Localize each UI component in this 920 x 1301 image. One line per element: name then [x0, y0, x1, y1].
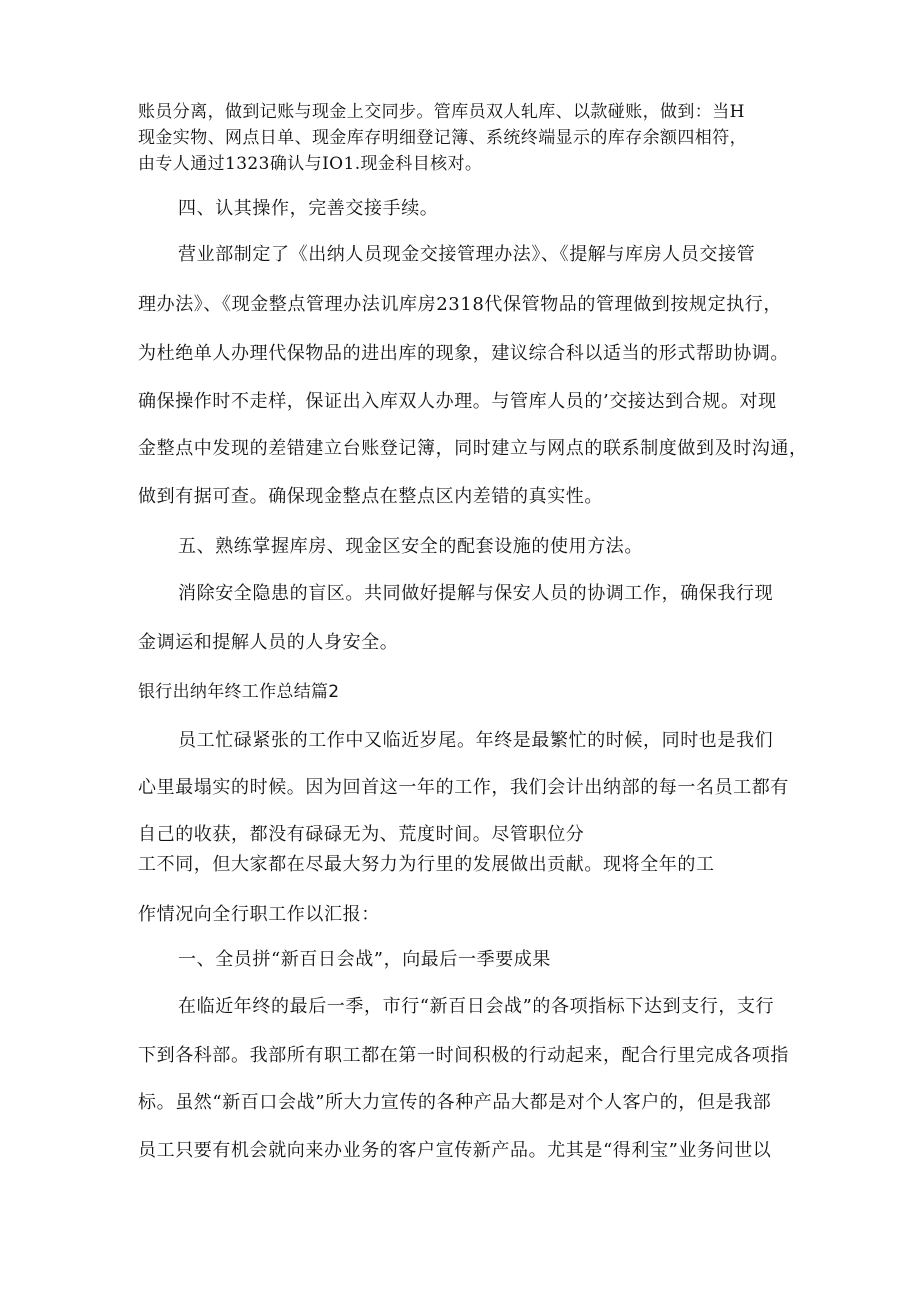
paragraph-line: 为杜绝单人办理代保物品的进出库的现象，建议综合科以适当的形式帮助协调。 — [138, 343, 789, 364]
paragraph-line: 营业部制定了《出纳人员现金交接管理办法》、《提解与库房人员交接管 — [178, 244, 756, 265]
paragraph-line: 在临近年终的最后一季，市行“新百日会战”的各项指标下达到支行，支行 — [178, 996, 775, 1017]
paragraph-line: 现金实物、网点日单、现金库存明细登记簿、系统终端显示的库存余额四相符， — [138, 128, 747, 148]
paragraph-line: 理办法》、《现金整点管理办法讥库房2318代保管物品的管理做到按规定执行， — [138, 294, 783, 315]
paragraph-line: 由专人通过1323确认与IO1.现金科目核对。 — [138, 154, 483, 174]
paragraph-line: 员工只要有机会就向来办业务的客户宣传新产品。尤其是“得利宝”业务问世以 — [138, 1140, 772, 1161]
paragraph-line: 账员分离，做到记账与现金上交同步。管库员双人轧库、以款碰账，做到：当H — [138, 102, 745, 122]
paragraph-line: 作情况向全行职工作以汇报： — [138, 904, 380, 925]
section-heading: 四、认其操作，完善交接手续。 — [178, 198, 439, 219]
paragraph-line: 员工忙碌紧张的工作中又临近岁尾。年终是最繁忙的时候，同时也是我们 — [178, 730, 774, 751]
paragraph-line: 下到各科部。我部所有职工都在第一时间积极的行动起来，配合行里完成各项指 — [138, 1045, 789, 1066]
section-heading: 五、熟练掌握库房、现金区安全的配套设施的使用方法。 — [178, 536, 643, 557]
section-heading: 一、全员拼“新百日会战”，向最后一季要成果 — [178, 949, 552, 970]
paragraph-line: 做到有据可查。确保现金整点在整点区内差错的真实性。 — [138, 486, 603, 507]
article-title: 银行出纳年终工作总结篇2 — [138, 682, 340, 702]
paragraph-line: 工不同，但大家都在尽最大努力为行里的发展做出贡献。现将全年的工 — [138, 854, 715, 875]
paragraph-line: 消除安全隐患的盲区。共同做好提解与保安人员的协调工作，确保我行现 — [178, 583, 774, 604]
paragraph-line: 自己的收获，都没有碌碌无为、荒度时间。尽管职位分 — [138, 824, 585, 845]
paragraph-line: 金整点中发现的差错建立台账登记簿，同时建立与网点的联系制度做到及时沟通， — [138, 438, 808, 459]
paragraph-line: 标。虽然“新百口会战”所大力宣传的各种产品大都是对个人客户的，但是我部 — [138, 1092, 772, 1113]
paragraph-line: 金调运和提解人员的人身安全。 — [138, 632, 399, 653]
paragraph-line: 确保操作时不走样，保证出入库双人办理。与管库人员的’交接达到合规。对现 — [138, 391, 777, 412]
paragraph-line: 心里最塌实的时候。因为回首这一年的工作，我们会计出纳部的每一名员工都有 — [138, 777, 789, 798]
